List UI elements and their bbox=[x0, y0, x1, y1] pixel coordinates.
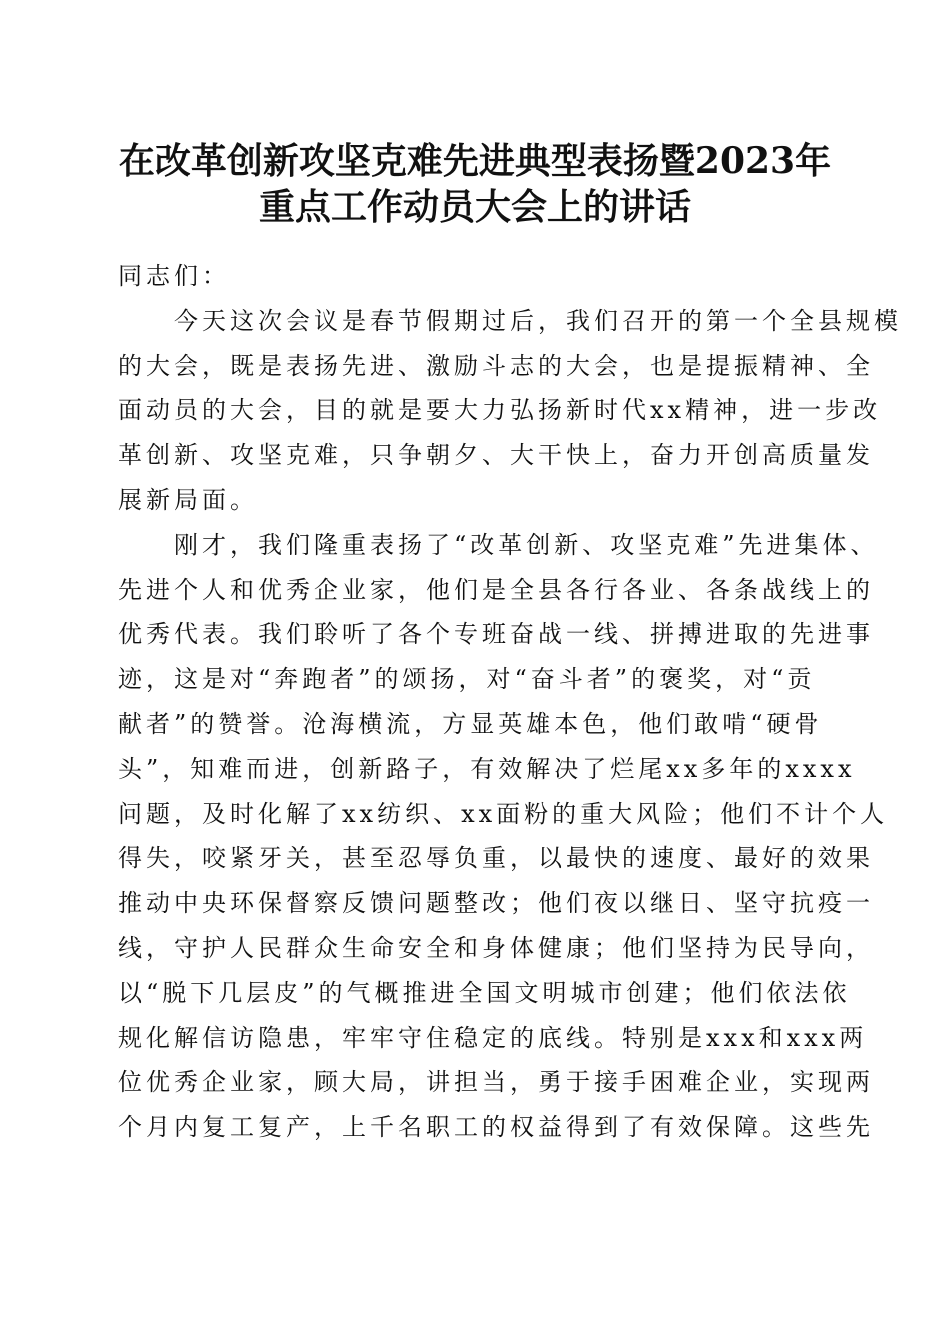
title-line-2: 重点工作动员大会上的讲话 bbox=[258, 186, 691, 228]
body-line: 面动员的大会，目的就是要大力弘扬新时代xx精神，进一步改 bbox=[118, 396, 882, 425]
body-line: 展新局面。 bbox=[118, 485, 258, 514]
body-line: 以“脱下几层皮”的气概推进全国文明城市创建；他们依法依 bbox=[118, 978, 851, 1007]
body-line: 问题，及时化解了xx纺织、xx面粉的重大风险；他们不计个人 bbox=[118, 799, 889, 828]
body-line: 献者”的赞誉。沧海横流，方显英雄本色，他们敢啃“硬骨 bbox=[118, 709, 823, 738]
body-line: 优秀代表。我们聆听了各个专班奋战一线、拼搏进取的先进事 bbox=[118, 620, 874, 649]
body-line: 今天这次会议是春节假期过后，我们召开的第一个全县规模 bbox=[118, 306, 902, 335]
body-line: 规化解信访隐患，牢牢守住稳定的底线。特别是xxx和xxx两 bbox=[118, 1023, 868, 1052]
body-line: 头”，知难而进，创新路子，有效解决了烂尾xx多年的xxxx bbox=[118, 754, 856, 783]
body-line: 先进个人和优秀企业家，他们是全县各行各业、各条战线上的 bbox=[118, 575, 874, 604]
body-line: 线，守护人民群众生命安全和身体健康；他们坚持为民导向， bbox=[118, 933, 874, 962]
document-title bbox=[100, 138, 850, 230]
body-line: 推动中央环保督察反馈问题整改；他们夜以继日、坚守抗疫一 bbox=[118, 889, 874, 918]
body-line: 刚才，我们隆重表扬了“改革创新、攻坚克难”先进集体、 bbox=[118, 530, 879, 559]
body-line: 得失，咬紧牙关，甚至忍辱负重，以最快的速度、最好的效果 bbox=[118, 844, 874, 873]
body-line: 革创新、攻坚克难，只争朝夕、大干快上，奋力开创高质量发 bbox=[118, 441, 874, 470]
body-line: 的大会，既是表扬先进、激励斗志的大会，也是提振精神、全 bbox=[118, 351, 874, 380]
body-line: 位优秀企业家，顾大局，讲担当，勇于接手困难企业，实现两 bbox=[118, 1068, 874, 1097]
body-line: 个月内复工复产，上千名职工的权益得到了有效保障。这些先 bbox=[118, 1113, 874, 1142]
salutation: 同志们： bbox=[118, 262, 230, 290]
body-line: 迹，这是对“奔跑者”的颂扬，对“奋斗者”的褒奖，对“贡 bbox=[118, 665, 816, 694]
title-line-1: 在改革创新攻坚克难先进典型表扬暨2023年 bbox=[118, 140, 832, 182]
document-body bbox=[118, 254, 902, 1150]
